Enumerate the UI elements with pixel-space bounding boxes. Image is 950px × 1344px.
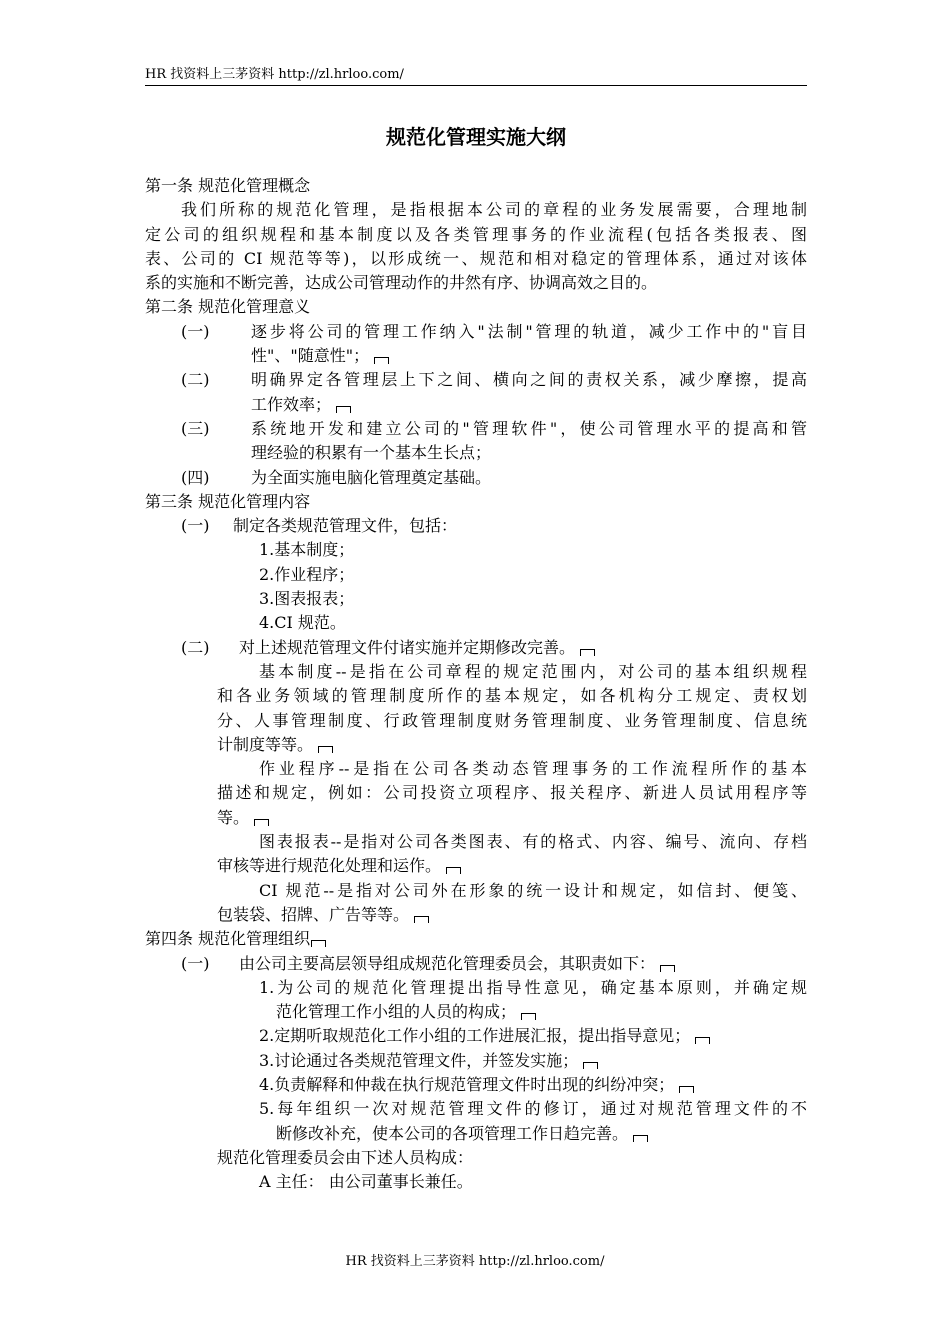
document-body [145,174,807,1194]
content-list-item: 2.作业程序； [259,564,355,584]
definition-text: 审核等进行规范化处理和运作。 [217,856,442,876]
definition-text: 包装袋、招牌、广告等等。 [217,904,410,924]
paragraph-mark-icon [318,746,333,753]
document-title: 规范化管理实施大纲 [386,125,566,149]
item-number: (一) [181,953,210,973]
paragraph-mark-icon [446,867,461,874]
paragraph-mark-icon [521,1013,536,1020]
item-text: 由公司主要高层领导组成规范化管理委员会，其职责如下： [239,953,656,973]
section-2-item [145,368,807,392]
paragraph-mark-icon [695,1037,710,1044]
definition-text: 等。 [217,807,250,827]
definition-basic-system [217,660,807,757]
paragraph-mark-icon [679,1086,694,1093]
section-1-heading: 第一条 规范化管理概念 [145,176,311,195]
section-2-item-cont [145,344,807,368]
definition-line: 描述和规定，例如：公司投资立项程序、报关程序、新进人员试用程序等 [217,783,807,803]
content-list-item: 3.图表报表； [259,589,355,609]
section-2-item-cont: 理经验的积累有一个基本生长点； [251,443,492,463]
duty-item-cont [259,1000,807,1024]
duty-list [259,976,807,1146]
item-text: 性"、"随意性"； [251,346,370,366]
item-text: 系统地开发和建立公司的"管理软件"，使公司管理水平的提高和管 [251,418,807,438]
content-list-item: 1.基本制度； [259,540,355,560]
definition-ci [217,879,807,928]
section-1-line: 表、公司的 CI 规范等等)，以形成统一、规范和相对稳定的管理体系，通过对该体 [145,248,807,268]
content-list-item: 4.CI 规范。 [259,613,346,633]
duty-text: 2.定期听取规范化工作小组的工作进展汇报，提出指导意见； [259,1026,691,1046]
section-2-item [145,417,807,441]
item-text: 明确界定各管理层上下之间、横向之间的责权关系，减少摩擦，提高 [251,370,807,390]
section-4-item [145,952,807,976]
duty-text: 范化管理工作小组的人员的构成； [276,1002,517,1022]
duty-text: 4.负责解释和仲裁在执行规范管理文件时出现的纠纷冲突； [259,1074,675,1094]
definition-line [217,733,807,757]
paragraph-mark-icon [374,357,389,364]
header-divider [145,85,807,86]
paragraph-mark-icon [311,940,326,947]
paragraph-mark-icon [633,1135,648,1142]
definition-line: 和各业务领域的管理制度所作的基本规定，如各机构分工规定、责权划 [217,686,807,706]
item-number: (三) [181,418,210,438]
section-3-heading: 第三条 规范化管理内容 [145,491,311,511]
definition-text: 计制度等等。 [217,734,314,754]
item-number: (二) [181,637,210,657]
paragraph-mark-icon [583,1062,598,1069]
definition-line: 基本制度--是指在公司章程的规定范围内，对公司的基本组织规程 [259,661,807,681]
definition-line [217,806,807,830]
definition-line: 分、人事管理制度、行政管理制度财务管理制度、业务管理制度、信息统 [217,710,807,730]
item-number: (四) [181,467,210,487]
definition-line: 图表报表--是指对公司各类图表、有的格式、内容、编号、流向、存档 [259,832,807,852]
paragraph-mark-icon [254,819,269,826]
duty-item-cont [259,1122,807,1146]
duty-item [259,1024,807,1048]
item-text: 为全面实施电脑化管理奠定基础。 [251,467,492,487]
paragraph-mark-icon [580,649,595,656]
heading-text: 第四条 规范化管理组织 [145,929,311,949]
section-1-line: 定公司的组织规程和基本制度以及各类管理事务的作业流程(包括各类报表、图 [145,224,807,244]
section-4-heading [145,927,807,951]
section-2-item-cont [145,393,807,417]
section-2-heading: 第二条 规范化管理意义 [145,297,311,317]
duty-item [259,1049,807,1073]
page-header: HR 找资料上三茅资料 http://zl.hrloo.com/ [145,67,404,82]
item-text: 逐步将公司的管理工作纳入"法制"管理的轨道，减少工作中的"盲目 [251,321,807,341]
section-1-line: 我们所称的规范化管理，是指根据本公司的章程的业务发展需要，合理地制 [181,200,807,220]
committee-composition: 规范化管理委员会由下述人员构成： [217,1147,474,1167]
section-3-item [145,636,807,660]
definition-workflow [217,757,807,830]
paragraph-mark-icon [336,406,351,413]
paragraph-mark-icon [414,916,429,923]
duty-item: 5.每年组织一次对规范管理文件的修订，通过对规范管理文件的不 [259,1099,807,1119]
duty-text: 3.讨论通过各类规范管理文件，并签发实施； [259,1050,579,1070]
duty-item [259,1073,807,1097]
item-text: 制定各类规范管理文件，包括： [233,516,458,536]
committee-member: A 主任： 由公司董事长兼任。 [259,1172,473,1192]
duty-item: 1.为公司的规范化管理提出指导性意见，确定基本原则，并确定规 [259,977,807,997]
definition-line: 作业程序--是指在公司各类动态管理事务的工作流程所作的基本 [259,759,807,779]
page-footer: HR 找资料上三茅资料 http://zl.hrloo.com/ [345,1254,605,1269]
item-number: (一) [181,516,210,536]
definition-forms [217,830,807,879]
definition-line: CI 规范--是指对公司外在形象的统一设计和规定，如信封、便笺、 [259,880,807,900]
item-text: 工作效率； [251,394,332,414]
duty-text: 断修改补充，使本公司的各项管理工作日趋完善。 [276,1123,629,1143]
definition-line [217,903,807,927]
section-2-item [145,320,807,344]
item-number: (二) [181,370,210,390]
paragraph-mark-icon [660,965,675,972]
item-text: 对上述规范管理文件付诸实施并定期修改完善。 [239,637,576,657]
section-2-item [145,466,807,490]
definition-line [217,854,807,878]
section-1-line: 系的实施和不断完善，达成公司管理动作的井然有序、协调高效之目的。 [145,273,658,293]
section-3-item [145,514,807,538]
item-number: (一) [181,321,210,341]
